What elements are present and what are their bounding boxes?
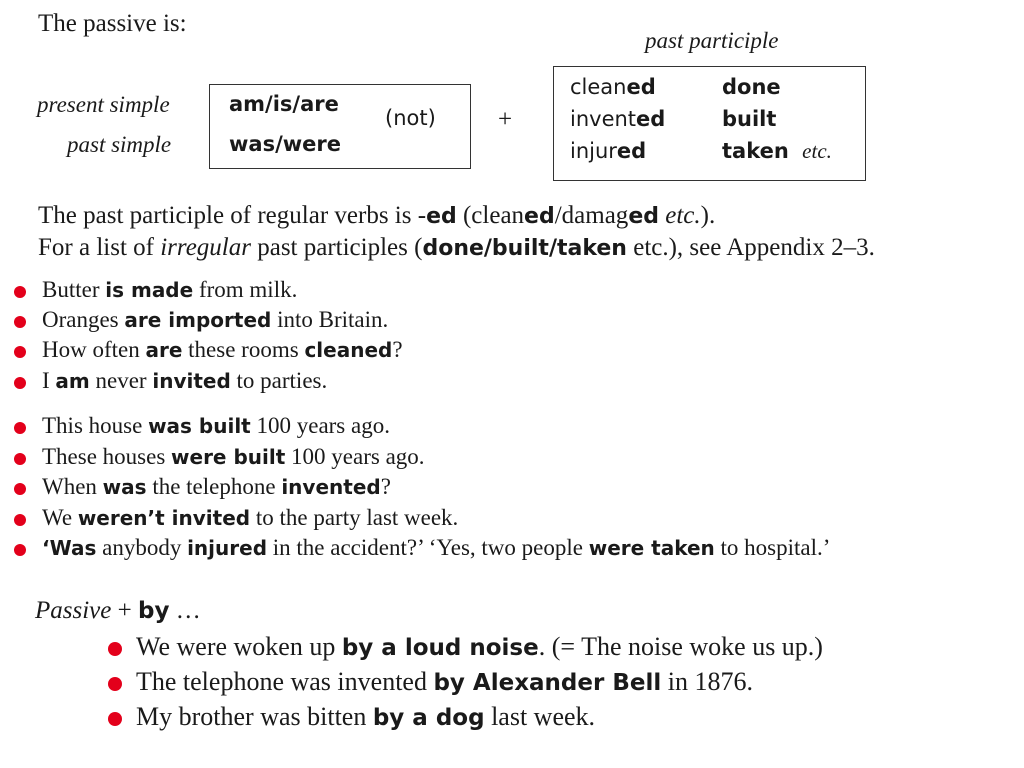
bullet-icon (108, 677, 122, 691)
bullet-icon (108, 642, 122, 656)
regular-verbs-paragraph: The past participle of regular verbs is -ed (cleaned/damaged etc.). (38, 202, 716, 229)
bullet-icon (108, 712, 122, 726)
example-sentence: Oranges are imported into Britain. (42, 307, 389, 332)
bullet-icon (14, 377, 26, 389)
example-sentence: When was the telephone invented? (42, 474, 391, 499)
example-sentence: How often are these rooms cleaned? (42, 337, 403, 362)
bullet-icon (14, 422, 26, 434)
bullet-icon (14, 316, 26, 328)
participle-box (553, 66, 866, 181)
bullet-icon (14, 544, 26, 556)
participle-taken: taken etc. (722, 139, 832, 163)
example-sentence: This house was built 100 years ago. (42, 413, 390, 438)
example-sentence: We were woken up by a loud noise. (= The noise woke us up.) (136, 632, 823, 661)
bullet-icon (14, 286, 26, 298)
example-sentence: The telephone was invented by Alexander Bell in 1876. (136, 667, 753, 696)
example-sentence: These houses were built 100 years ago. (42, 444, 425, 469)
etc-label: etc. (802, 139, 832, 163)
aux-past: was/were (229, 132, 341, 156)
bullet-icon (14, 514, 26, 526)
passive-by-heading: Passive + by … (35, 597, 201, 624)
participle-cleaned: cleaned (570, 75, 656, 99)
participle-done: done (722, 75, 781, 99)
auxiliary-box (209, 84, 471, 169)
bullet-icon (14, 453, 26, 465)
aux-present: am/is/are (229, 92, 339, 116)
plus-sign: + (498, 106, 513, 133)
example-sentence: ‘Was anybody injured in the accident?’ ‘Yes, two people were taken to hospital.’ (42, 535, 831, 560)
participle-invented: invented (570, 107, 666, 131)
bullet-icon (14, 483, 26, 495)
tense-past-simple: past simple (67, 132, 172, 157)
bullet-icon (14, 346, 26, 358)
not-label: (not) (385, 106, 436, 130)
example-sentence: I am never invited to parties. (42, 368, 328, 393)
example-sentence: My brother was bitten by a dog last week. (136, 702, 596, 731)
irregular-verbs-paragraph: For a list of irregular past participles (done/built/taken etc.), see Appendix 2–3. (38, 234, 875, 261)
participle-built: built (722, 107, 777, 131)
participle-injured: injured (570, 139, 647, 163)
page-title: The passive is: (38, 10, 187, 37)
past-participle-label: past participle (645, 28, 779, 53)
example-sentence: Butter is made from milk. (42, 277, 298, 302)
example-sentence: We weren’t invited to the party last week. (42, 505, 459, 530)
tense-present-simple: present simple (37, 92, 170, 117)
